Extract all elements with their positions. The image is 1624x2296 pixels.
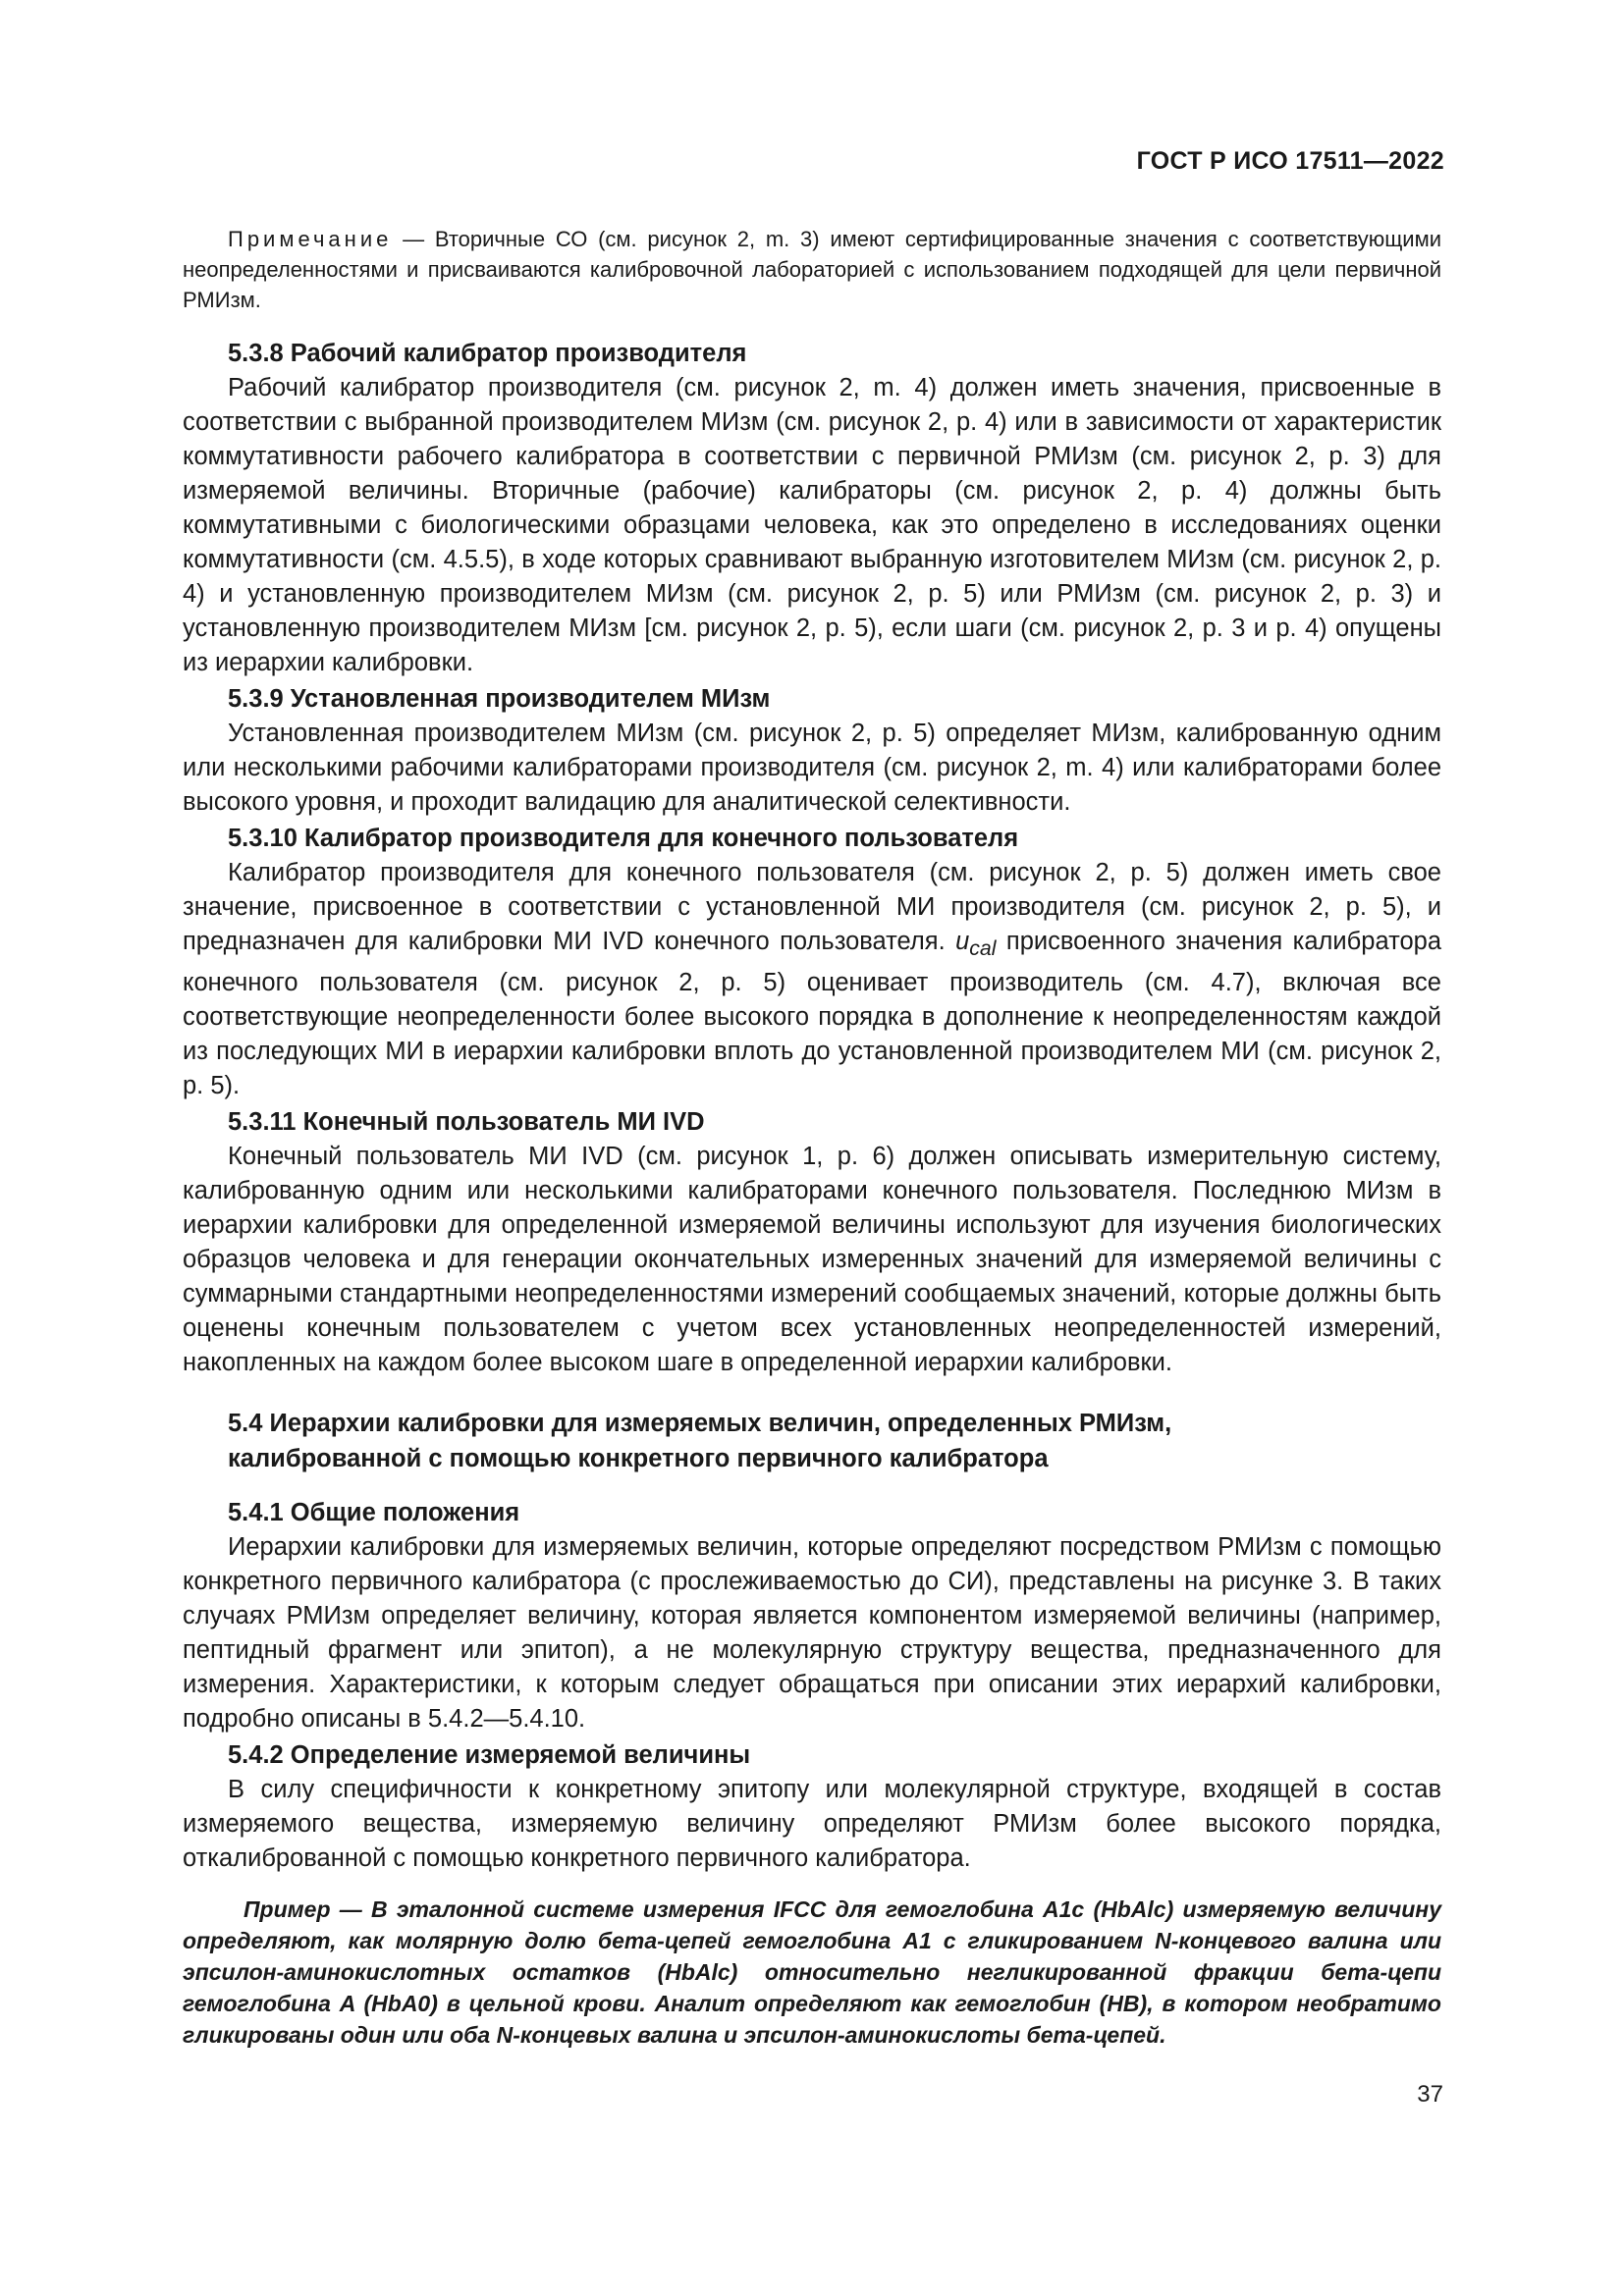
section-5-3-8-title: 5.3.8 Рабочий калибратор производителя [228, 340, 747, 367]
note-label: Примечание [228, 227, 393, 251]
section-5-4-1-title: 5.4.1 Общие положения [228, 1499, 520, 1527]
note-text: — Вторичные СО (см. рисунок 2, m. 3) имеют сертифицированные значения с соответствующими неопределенностями и присваиваются калибровочной лабораторией с использованием подходящей для цели первичной РМИзм. [183, 227, 1441, 312]
section-5-4-2-title: 5.4.2 Определение измеряемой величины [228, 1741, 751, 1770]
section-5-3-9-title: 5.3.9 Установленная производителем МИзм [228, 685, 771, 713]
section-5-3-8-text: Рабочий калибратор производителя (см. рисунок 2, m. 4) должен иметь значения, присвоенные в соответствии с выбранной производителем МИзм (см. рисунок 2, р. 4) или в зависимости от характеристик коммутативности рабочего калибратора в соответствии с первичной РМИзм (см. рисунок 2, р. 3) для измеряемой величины. Вторичные (рабочие) калибраторы (см. рисунок 2, р. 4) должны быть коммутативными с биологическими образцами человека, как это определено в исследованиях оценки коммутативности (см. 4.5.5), в ходе которых сравнивают выбранную изготовителем МИзм (см. рисунок 2, р. 4) и установленную производителем МИзм (см. рисунок 2, р. 5) или РМИзм (см. рисунок 2, р. 3) и установленную производителем МИзм [см. рисунок 2, р. 5), если шаги (см. рисунок 2, р. 3 и р. 4) опущены из иерархии калибровки. [183, 374, 1441, 676]
section-5-4-title: 5.4 Иерархии калибровки для измеряемых величин, определенных РМИзм, калиброванной с помощью конкретного первичного калибратора [228, 1410, 1172, 1473]
page-number: 37 [1417, 2081, 1443, 2108]
section-5-3-9-text: Установленная производителем МИзм (см. рисунок 2, р. 5) определяет МИзм, калиброванную одним или несколькими рабочими калибраторами производителя (см. рисунок 2, m. 4) или калибраторами более высокого уровня, и проходит валидацию для аналитической селективности. [183, 720, 1441, 816]
note [183, 224, 1441, 315]
section-5-3-10-text [183, 856, 1441, 1103]
section-5-3-10-text-after: присвоенного значения калибратора конечного пользователя (см. рисунок 2, р. 5) оценивает производитель (см. 4.7), включая все соответствующие неопределенности более высокого порядка в дополнение к неопределенностям каждой из последующих МИ в иерархии калибровки вплоть до установленной производителем МИ (см. рисунок 2, р. 5). [183, 928, 1442, 1100]
section-5-4-1-text: Иерархии калибровки для измеряемых величин, которые определяют посредством РМИзм с помощью конкретного первичного калибратора (с прослеживаемостью до СИ), представлены на рисунке 3. В таких случаях РМИзм определяет величину, которая является компонентом измеряемой величины (например, пептидный фрагмент или эпитоп), а не молекулярную структуру вещества, предназначенного для измерения. Характеристики, к которым следует обращаться при описании этих иерархий калибровки, подробно описаны в 5.4.2—5.4.10. [183, 1533, 1441, 1734]
document-code: ГОСТ Р ИСО 17511—2022 [1136, 147, 1444, 175]
example-text: Пример — В эталонной системе измерения IFCC для гемоглобина A1c (HbAlc) измеряемую величину определяют, как молярную долю бета-цепей гемоглобина A1 с гликированием N-концевого валина или эпсилон-аминокислотных остатков (HbAlc) относительно негликированной фракции бета-цепи гемоглобина A (HbA0) в цельной крови. Аналит определяют как гемоглобин (HB), в котором необратимо гликированы один или оба N-концевых валина и эпсилон-аминокислоты бета-цепей. [183, 1896, 1441, 2049]
section-5-4-2-text: В силу специфичности к конкретному эпитопу или молекулярной структуре, входящей в состав измеряемого вещества, измеряемую величину определяют РМИзм более высокого порядка, откалиброванной с помощью конкретного первичного калибратора. [183, 1776, 1441, 1873]
u-cal-symbol: $u_{cal}$ [955, 928, 997, 961]
section-5-3-11-title: 5.3.11 Конечный пользователь МИ IVD [228, 1108, 705, 1137]
section-5-3-10-text-before: Калибратор производителя для конечного пользователя (см. рисунок 2, р. 5) должен иметь свое значение, присвоенное в соответствии с установленной МИ производителя (см. рисунок 2, р. 5), и предназначен для калибровки МИ IVD конечного пользователя. [183, 859, 1441, 955]
section-5-3-10-title: 5.3.10 Калибратор производителя для конечного пользователя [228, 825, 1019, 852]
page-content [183, 224, 1441, 2051]
section-5-3-11-text: Конечный пользователь МИ IVD (см. рисунок 1, р. 6) должен описывать измерительную систему, калиброванную одним или несколькими калибраторами конечного пользователя. Последнюю МИзм в иерархии калибровки для определенной измеряемой величины используют для изучения биологических образцов человека и для генерации окончательных измеренных значений для измеряемой величины с суммарными стандартными неопределенностями измерений сообщаемых значений, которые должны быть оценены конечным пользователем с учетом всех установленных неопределенностей измерений, накопленных на каждом более высоком шаге в определенной иерархии калибровки. [183, 1143, 1441, 1377]
